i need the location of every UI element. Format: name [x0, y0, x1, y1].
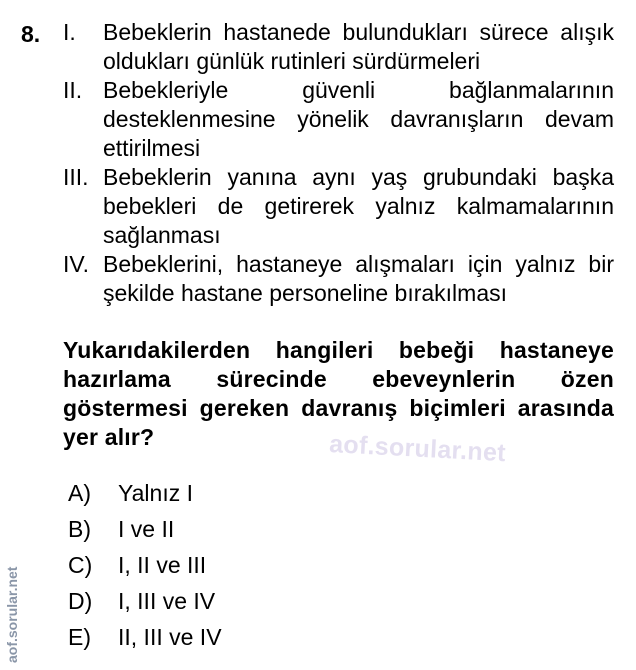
option-d[interactable]: [68, 583, 222, 619]
option-text: I, III ve IV: [118, 587, 216, 614]
option-text: Yalnız I: [118, 479, 193, 506]
statement-numeral: I.: [63, 19, 76, 45]
watermark-side: aof.sorular.net: [4, 566, 20, 663]
statement-item: [63, 163, 614, 250]
question-number: 8.: [21, 21, 41, 47]
statement-text: Bebeklerini, hastaneye alışmaları için yalnız bir şekilde hastane personeline bırakılması: [103, 251, 614, 306]
option-letter: A): [68, 479, 91, 506]
option-text: I, II ve III: [118, 551, 207, 578]
statement-text: Bebeklerin hastanede bulundukları sürece alışık oldukları günlük rutinleri sürdürmeleri: [103, 19, 614, 74]
option-text: II, III ve IV: [118, 623, 222, 650]
option-letter: C): [68, 551, 93, 578]
statement-numeral: III.: [63, 164, 89, 190]
option-letter: E): [68, 623, 91, 650]
answer-options: [68, 475, 222, 655]
statement-text: Bebeklerin yanına aynı yaş grubundaki başka bebekleri de getirerek yalnız kalmamalarının sağlanması: [103, 164, 614, 248]
option-letter: D): [68, 587, 93, 614]
option-e[interactable]: [68, 619, 222, 655]
statement-numeral: II.: [63, 77, 83, 103]
statement-item: [63, 76, 614, 163]
question-stem: Yukarıdakilerden hangileri bebeği hastaneye hazırlama sürecinde ebeveynlerin özen göstermesi gereken davranış biçimleri arasında yer alır?: [63, 337, 614, 450]
statement-item: [63, 18, 614, 76]
statement-text: Bebekleriyle güvenli bağlanmalarının desteklenmesine yönelik davranışların devam ettirilmesi: [103, 77, 614, 161]
option-letter: B): [68, 515, 91, 542]
statement-item: [63, 250, 614, 308]
option-c[interactable]: [68, 547, 222, 583]
option-b[interactable]: [68, 511, 222, 547]
watermark-center: aof.sorular.net: [328, 430, 507, 468]
statement-list: [63, 18, 614, 308]
option-text: I ve II: [118, 515, 175, 542]
option-a[interactable]: [68, 475, 222, 511]
statement-numeral: IV.: [63, 251, 90, 277]
